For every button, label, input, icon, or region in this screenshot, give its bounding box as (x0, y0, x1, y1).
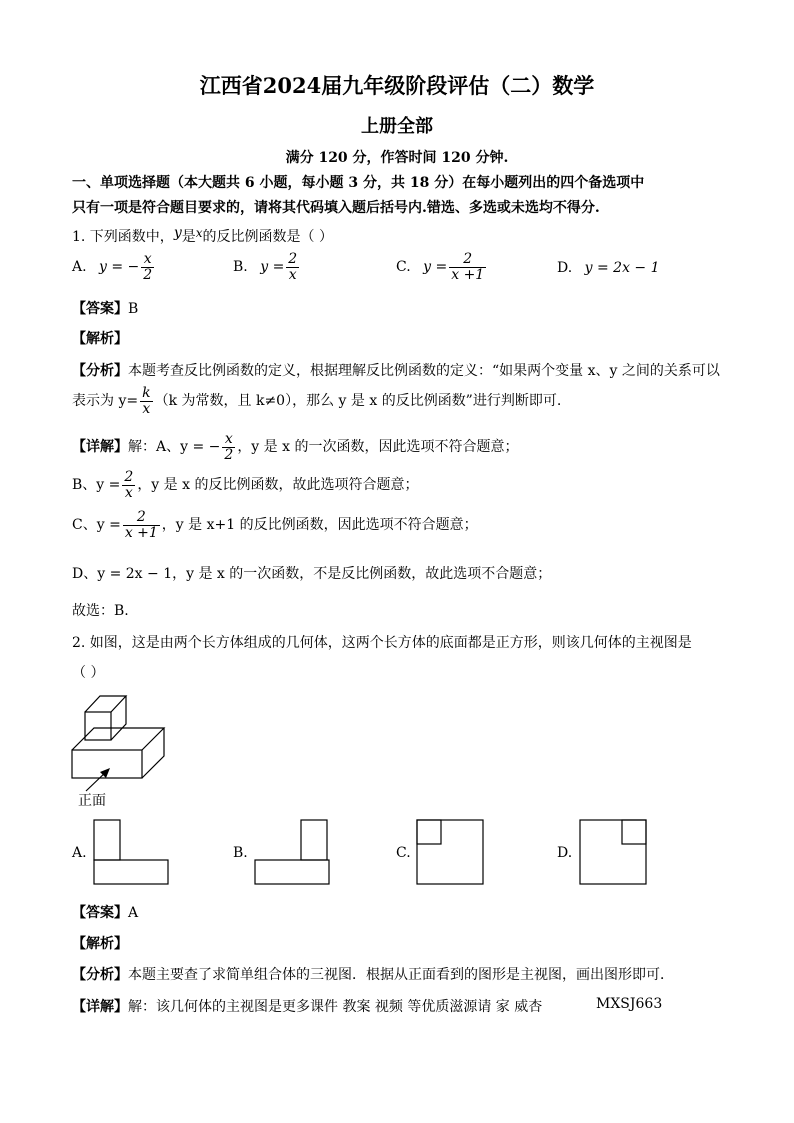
q1-stem-y: y (173, 225, 182, 241)
frac-den: x (124, 484, 133, 501)
q2-analysis-tag: 【解析】 (72, 936, 128, 952)
detail-1b: ，y 是 x 的一次函数，因此选项不符合题意； (237, 439, 519, 456)
q1-option-c[interactable] (396, 252, 488, 282)
q2-stem-line2: （ ） (72, 665, 105, 681)
frac-num: k (142, 385, 151, 401)
frac-num: 2 (124, 469, 134, 485)
q1-stem-b: 是 (181, 229, 196, 245)
option-b-pre: y = (260, 259, 285, 276)
q2-detail (72, 996, 542, 1016)
fenxi-text: 本题考查反比例函数的定义，根据理解反比例函数的定义：“如果两个变量 x、y 之间的关系可以 (128, 363, 720, 379)
watermark-code: MXSJ663 (596, 996, 663, 1012)
detail-2a: B、y = (72, 477, 121, 494)
detail-3b: ，y 是 x+1 的反比例函数，因此选项不符合题意； (161, 517, 478, 534)
frac-den: x +1 (451, 266, 485, 283)
q1-answer (72, 298, 138, 318)
q1-stem-c: 的反比例函数是（ ） (202, 229, 333, 245)
detail-3a: C、y = (72, 517, 121, 534)
section-heading-line1: 一、单项选择题（本大题共 6 小题，每小题 3 分，共 18 分）在每小题列出的四个备选项中 (72, 175, 645, 191)
detail-1a: 解：A、y = − (128, 439, 221, 456)
xiangjie-tag: 【详解】 (72, 999, 128, 1015)
q1-stem-a: 1. 下列函数中， (72, 229, 174, 245)
frac-den: 2 (143, 266, 153, 283)
page-subtitle: 上册全部 (361, 116, 433, 137)
q2-option-a-figure[interactable] (92, 818, 172, 886)
answer-tag: 【答案】 (72, 905, 128, 921)
frac-den: x (288, 266, 297, 283)
answer-tag: 【答案】 (72, 301, 128, 317)
detail-text: 解：该几何体的主视图是更多课件 教案 视频 等优质滋源请 家 威杏 (128, 999, 543, 1015)
detail-3-fraction (123, 510, 160, 540)
frac-den: x (142, 400, 151, 417)
figure-label-front: 正面 (78, 793, 106, 809)
q1-option-a[interactable] (72, 252, 156, 282)
fenxi-line2-b: （k 为常数，且 k≠0），那么 y 是 x 的反比例函数”进行判断即可. (154, 393, 562, 410)
option-d-expr: y = 2x − 1 (584, 260, 660, 276)
q2-fenxi (72, 964, 674, 984)
q2-option-b-figure[interactable] (253, 818, 333, 886)
fenxi-text: 本题主要查了求简单组合体的三视图．根据从正面看到的图形是主视图，画出图形即可． (128, 967, 674, 983)
answer-value: B (128, 301, 139, 317)
page-title: 江西省2024届九年级阶段评估（二）数学 (199, 73, 595, 98)
detail-2-fraction (122, 470, 135, 500)
frac-num: 2 (288, 251, 298, 267)
q1-detail-line2 (72, 470, 418, 500)
exam-info: 满分 120 分，作答时间 120 分钟. (285, 150, 509, 166)
q1-detail-line1 (72, 432, 518, 462)
q1-option-d[interactable] (557, 260, 660, 276)
q1-stem (72, 226, 333, 246)
q1-analysis-tag: 【解析】 (72, 331, 128, 347)
xiangjie-tag: 【详解】 (72, 439, 128, 456)
fenxi-line2-a: 表示为 y= (72, 393, 139, 410)
q2-option-c-figure[interactable] (415, 818, 487, 886)
section-heading-line2: 只有一项是符合题目要求的，请将其代码填入题后括号内.错选、多选或未选均不得分. (72, 200, 600, 216)
answer-value: A (128, 905, 139, 921)
option-a-pre: y = − (99, 259, 140, 276)
q2-answer (72, 902, 138, 922)
q2-option-d-figure[interactable] (578, 818, 650, 886)
option-a-fraction (141, 252, 154, 282)
frac-den: 2 (224, 446, 234, 463)
q1-detail-line3 (72, 510, 478, 540)
q2-stem-line1: 2. 如图，这是由两个长方体组成的几何体，这两个长方体的底面都是正方形，则该几何体的主视图是 (72, 635, 692, 651)
q1-stem-x: x (195, 226, 203, 240)
option-label: C. (396, 259, 411, 276)
option-label: D. (557, 260, 573, 276)
option-c-pre: y = (423, 259, 448, 276)
q1-conclusion: 故选：B. (72, 603, 129, 619)
option-label: A. (72, 259, 87, 276)
fenxi-tag: 【分析】 (72, 967, 128, 983)
q1-detail-line4: D、y = 2x − 1，y 是 x 的一次函数，不是反比例函数，故此选项不合题意； (72, 566, 552, 582)
q2-option-c-label[interactable]: C. (396, 845, 411, 861)
detail-1-fraction (222, 432, 235, 462)
option-b-fraction (286, 252, 299, 282)
q1-option-b[interactable] (233, 252, 301, 282)
detail-2b: ，y 是 x 的反比例函数，故此选项符合题意； (137, 477, 419, 494)
frac-num: x (222, 432, 235, 448)
q1-fenxi-line2 (72, 386, 561, 416)
frac-num: x (141, 252, 154, 268)
q2-option-d-label[interactable]: D. (557, 845, 573, 861)
q2-option-a-label[interactable]: A. (72, 845, 87, 861)
q2-solid-figure (70, 688, 180, 793)
q1-fenxi-line1 (72, 360, 720, 380)
option-c-fraction (449, 252, 486, 282)
fenxi-tag: 【分析】 (72, 363, 128, 379)
q2-option-b-label[interactable]: B. (233, 845, 248, 861)
option-label: B. (233, 259, 248, 276)
frac-num: 2 (449, 252, 486, 268)
k-over-x-fraction (140, 386, 152, 416)
frac-num: 2 (123, 510, 160, 526)
frac-den: x +1 (124, 524, 158, 541)
